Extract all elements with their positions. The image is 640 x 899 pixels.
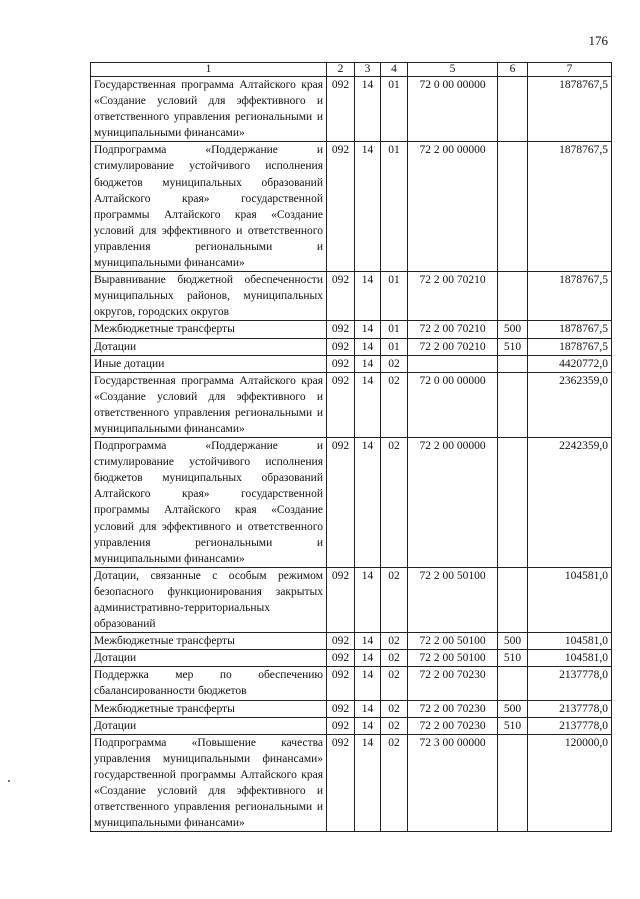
- target-article-code: 72 2 00 00000: [408, 142, 498, 272]
- amount: 104581,0: [528, 633, 612, 650]
- subsection-code: 01: [381, 142, 408, 272]
- item-name: Подпрограмма «Повышение качества управления муниципальными финансами» государственной программы Алтайского края «Создание условий для эффективного и ответственного управления региональными и муниципальными финансами»: [91, 734, 327, 832]
- item-name: Дотации, связанные с особым режимом безопасного функционирования закрытых административно-территориальных образований: [91, 567, 327, 632]
- target-article-code: 72 2 00 70230: [408, 667, 498, 700]
- table-row: [91, 321, 612, 338]
- section-code: 14: [355, 717, 381, 734]
- ministry-code: 092: [327, 717, 355, 734]
- amount: 1878767,5: [528, 272, 612, 321]
- amount: 2137778,0: [528, 717, 612, 734]
- target-article-code: 72 2 00 50100: [408, 650, 498, 667]
- column-number: 6: [498, 63, 528, 77]
- amount: 4420772,0: [528, 355, 612, 372]
- table-row: [91, 438, 612, 568]
- table-row: [91, 700, 612, 717]
- expense-type-code: 510: [498, 338, 528, 355]
- item-name: Выравнивание бюджетной обеспеченности муниципальных районов, муниципальных округов, городских округов: [91, 272, 327, 321]
- section-code: 14: [355, 734, 381, 832]
- expense-type-code: [498, 372, 528, 437]
- ministry-code: 092: [327, 567, 355, 632]
- target-article-code: 72 3 00 00000: [408, 734, 498, 832]
- subsection-code: 02: [381, 667, 408, 700]
- table-row: [91, 567, 612, 632]
- expense-type-code: [498, 355, 528, 372]
- section-code: 14: [355, 142, 381, 272]
- expense-type-code: 500: [498, 700, 528, 717]
- column-number: 4: [381, 63, 408, 77]
- target-article-code: 72 2 00 70210: [408, 272, 498, 321]
- subsection-code: 02: [381, 567, 408, 632]
- section-code: 14: [355, 438, 381, 568]
- section-code: 14: [355, 650, 381, 667]
- amount: 2362359,0: [528, 372, 612, 437]
- section-code: 14: [355, 700, 381, 717]
- scan-speck: [8, 780, 10, 782]
- section-code: 14: [355, 272, 381, 321]
- subsection-code: 02: [381, 372, 408, 437]
- target-article-code: 72 2 00 00000: [408, 438, 498, 568]
- table-row: [91, 717, 612, 734]
- target-article-code: 72 0 00 00000: [408, 77, 498, 142]
- expense-type-code: [498, 734, 528, 832]
- ministry-code: 092: [327, 700, 355, 717]
- item-name: Межбюджетные трансферты: [91, 700, 327, 717]
- table-row: [91, 650, 612, 667]
- section-code: 14: [355, 321, 381, 338]
- expense-type-code: 500: [498, 321, 528, 338]
- expense-type-code: [498, 667, 528, 700]
- ministry-code: 092: [327, 321, 355, 338]
- subsection-code: 02: [381, 438, 408, 568]
- subsection-code: 02: [381, 355, 408, 372]
- expense-type-code: [498, 272, 528, 321]
- column-number: 2: [327, 63, 355, 77]
- ministry-code: 092: [327, 734, 355, 832]
- ministry-code: 092: [327, 272, 355, 321]
- ministry-code: 092: [327, 77, 355, 142]
- subsection-code: 02: [381, 734, 408, 832]
- column-number: 3: [355, 63, 381, 77]
- section-code: 14: [355, 633, 381, 650]
- item-name: Дотации: [91, 717, 327, 734]
- page-number: 176: [588, 33, 608, 48]
- budget-table: [90, 62, 612, 832]
- ministry-code: 092: [327, 338, 355, 355]
- amount: 120000,0: [528, 734, 612, 832]
- subsection-code: 02: [381, 700, 408, 717]
- item-name: Межбюджетные трансферты: [91, 321, 327, 338]
- item-name: Поддержка мер по обеспечению сбалансированности бюджетов: [91, 667, 327, 700]
- subsection-code: 01: [381, 338, 408, 355]
- amount: 1878767,5: [528, 77, 612, 142]
- table-row: [91, 355, 612, 372]
- subsection-code: 02: [381, 650, 408, 667]
- table-row: [91, 633, 612, 650]
- table-row: [91, 142, 612, 272]
- column-number: 7: [528, 63, 612, 77]
- subsection-code: 01: [381, 272, 408, 321]
- section-code: 14: [355, 567, 381, 632]
- amount: 104581,0: [528, 650, 612, 667]
- table-row: [91, 734, 612, 832]
- item-name: Подпрограмма «Поддержание и стимулирование устойчивого исполнения бюджетов муниципальных образований Алтайского края» государственной программы Алтайского края «Создание условий для эффективного и ответственного управления региональными и муниципальными финансами»: [91, 142, 327, 272]
- section-code: 14: [355, 667, 381, 700]
- ministry-code: 092: [327, 650, 355, 667]
- subsection-code: 01: [381, 77, 408, 142]
- target-article-code: 72 2 00 70230: [408, 717, 498, 734]
- target-article-code: 72 2 00 70210: [408, 338, 498, 355]
- item-name: Дотации: [91, 338, 327, 355]
- item-name: Государственная программа Алтайского края «Создание условий для эффективного и ответственного управления региональными и муниципальными финансами»: [91, 372, 327, 437]
- expense-type-code: 510: [498, 650, 528, 667]
- target-article-code: 72 2 00 70210: [408, 321, 498, 338]
- target-article-code: 72 2 00 50100: [408, 567, 498, 632]
- ministry-code: 092: [327, 372, 355, 437]
- item-name: Межбюджетные трансферты: [91, 633, 327, 650]
- section-code: 14: [355, 372, 381, 437]
- ministry-code: 092: [327, 667, 355, 700]
- amount: 1878767,5: [528, 142, 612, 272]
- amount: 104581,0: [528, 567, 612, 632]
- section-code: 14: [355, 77, 381, 142]
- item-name: Подпрограмма «Поддержание и стимулирование устойчивого исполнения бюджетов муниципальных образований Алтайского края» государственной программы Алтайского края «Создание условий для эффективного и ответственного управления региональными и муниципальными финансами»: [91, 438, 327, 568]
- section-code: 14: [355, 355, 381, 372]
- column-number: 1: [91, 63, 327, 77]
- item-name: Иные дотации: [91, 355, 327, 372]
- column-number-row: [91, 63, 612, 77]
- amount: 1878767,5: [528, 321, 612, 338]
- item-name: Государственная программа Алтайского края «Создание условий для эффективного и ответственного управления региональными и муниципальными финансами»: [91, 77, 327, 142]
- target-article-code: [408, 355, 498, 372]
- expense-type-code: [498, 438, 528, 568]
- expense-type-code: [498, 77, 528, 142]
- column-number: 5: [408, 63, 498, 77]
- target-article-code: 72 2 00 70230: [408, 700, 498, 717]
- expense-type-code: 500: [498, 633, 528, 650]
- amount: 2242359,0: [528, 438, 612, 568]
- ministry-code: 092: [327, 355, 355, 372]
- table-row: [91, 667, 612, 700]
- ministry-code: 092: [327, 438, 355, 568]
- target-article-code: 72 0 00 00000: [408, 372, 498, 437]
- table-row: [91, 338, 612, 355]
- ministry-code: 092: [327, 142, 355, 272]
- amount: 1878767,5: [528, 338, 612, 355]
- subsection-code: 02: [381, 717, 408, 734]
- subsection-code: 02: [381, 633, 408, 650]
- expense-type-code: 510: [498, 717, 528, 734]
- ministry-code: 092: [327, 633, 355, 650]
- table-row: [91, 272, 612, 321]
- amount: 2137778,0: [528, 700, 612, 717]
- target-article-code: 72 2 00 50100: [408, 633, 498, 650]
- item-name: Дотации: [91, 650, 327, 667]
- expense-type-code: [498, 567, 528, 632]
- amount: 2137778,0: [528, 667, 612, 700]
- table-row: [91, 372, 612, 437]
- section-code: 14: [355, 338, 381, 355]
- subsection-code: 01: [381, 321, 408, 338]
- expense-type-code: [498, 142, 528, 272]
- table-row: [91, 77, 612, 142]
